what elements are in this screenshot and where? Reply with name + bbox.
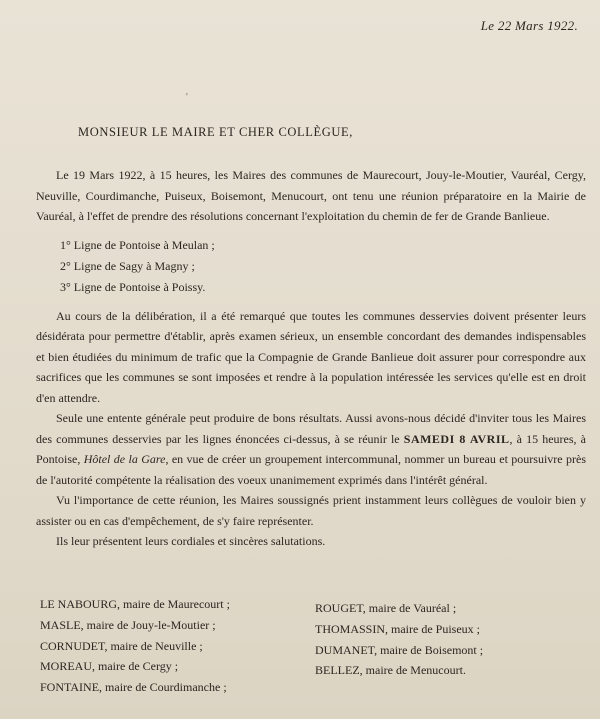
signature-line: DUMANET, maire de Boisemont ;: [315, 642, 484, 657]
list-item: 2° Ligne de Sagy à Magny ;: [60, 258, 195, 273]
meeting-date: SAMEDI 8 AVRIL: [403, 431, 510, 446]
signatures-right: [315, 598, 483, 681]
signature-line: ROUGET, maire de Vauréal ;: [315, 601, 457, 615]
signature-line: FONTAINE, maire de Courdimanche ;: [40, 680, 227, 695]
ink-mark: ': [186, 92, 188, 103]
railway-lines-list: [36, 235, 586, 298]
invitation-text-c: , en vue de créer un groupement intercommunal, nommer un bureau et poursuivre près de l'autorité compétente la réalisation des voeux unanimement exprimés dans l'intérêt général.: [36, 452, 586, 487]
signature-line: MOREAU, maire de Cergy ;: [40, 659, 179, 674]
paragraph-meeting: Le 19 Mars 1922, à 15 heures, les Maires des communes de Maurecourt, Jouy-le-Moutier, Vauréal, Cergy, Neuville, Courdimanche, Puiseux, Boisemont, Menucourt, ont tenu une réunion préparatoire en la Mairie de Vauréal, à l'effet de prendre des résolutions concernant l'exploitation du chemin de fer de Grande Banlieue.: [36, 168, 586, 223]
signature-line: THOMASSIN, maire de Puiseux ;: [315, 621, 480, 636]
list-item: 1° Ligne de Pontoise à Meulan ;: [60, 237, 215, 252]
signature-line: LE NABOURG, maire de Maurecourt ;: [40, 597, 230, 611]
letter-body: [36, 165, 586, 552]
paragraph-greetings: Ils leur présentent leurs cordiales et sincères salutations.: [56, 534, 326, 548]
signature-line: CORNUDET, maire de Neuville ;: [40, 638, 203, 653]
paragraph-deliberation: Au cours de la délibération, il a été remarqué que toutes les communes desservies doivent présenter leurs désidérata pour permettre d'établir, après examen sérieux, un ensemble concordant des demandes indispensables et bien étudiées du minimum de trafic que la Compagnie de Grande Banlieue doit assurer pour correspondre aux sacrifices que les communes se sont imposées et rendre à la population intéressée les services qu'elle est en droit d'en attendre.: [36, 308, 586, 405]
list-item: 3° Ligne de Pontoise à Poissy.: [60, 279, 206, 294]
signature-line: BELLEZ, maire de Menucourt.: [315, 663, 466, 678]
letter-date: Le 22 Mars 1922.: [480, 18, 578, 33]
paragraph-importance: Vu l'importance de cette réunion, les Maires soussignés prient instamment leurs collègues de vouloir bien y assister ou en cas d'empêchement, de s'y faire représenter.: [36, 493, 586, 528]
paragraph-invitation: [36, 408, 586, 490]
meeting-place: Hôtel de la Gare: [83, 452, 166, 466]
invitation-text-a: Seule une entente générale peut produire de bons résultats. Aussi avons-nous décidé d'inviter tous les Maires des communes desservies par les lignes énoncées ci-dessus, à se réunir le: [36, 411, 586, 446]
signatures-left: [40, 594, 230, 698]
signature-line: MASLE, maire de Jouy-le-Moutier ;: [40, 617, 216, 632]
invitation-text-b: , à 15 heures, à Pontoise,: [36, 431, 586, 466]
salutation: MONSIEUR LE MAIRE ET CHER COLLÈGUE,: [78, 125, 353, 139]
